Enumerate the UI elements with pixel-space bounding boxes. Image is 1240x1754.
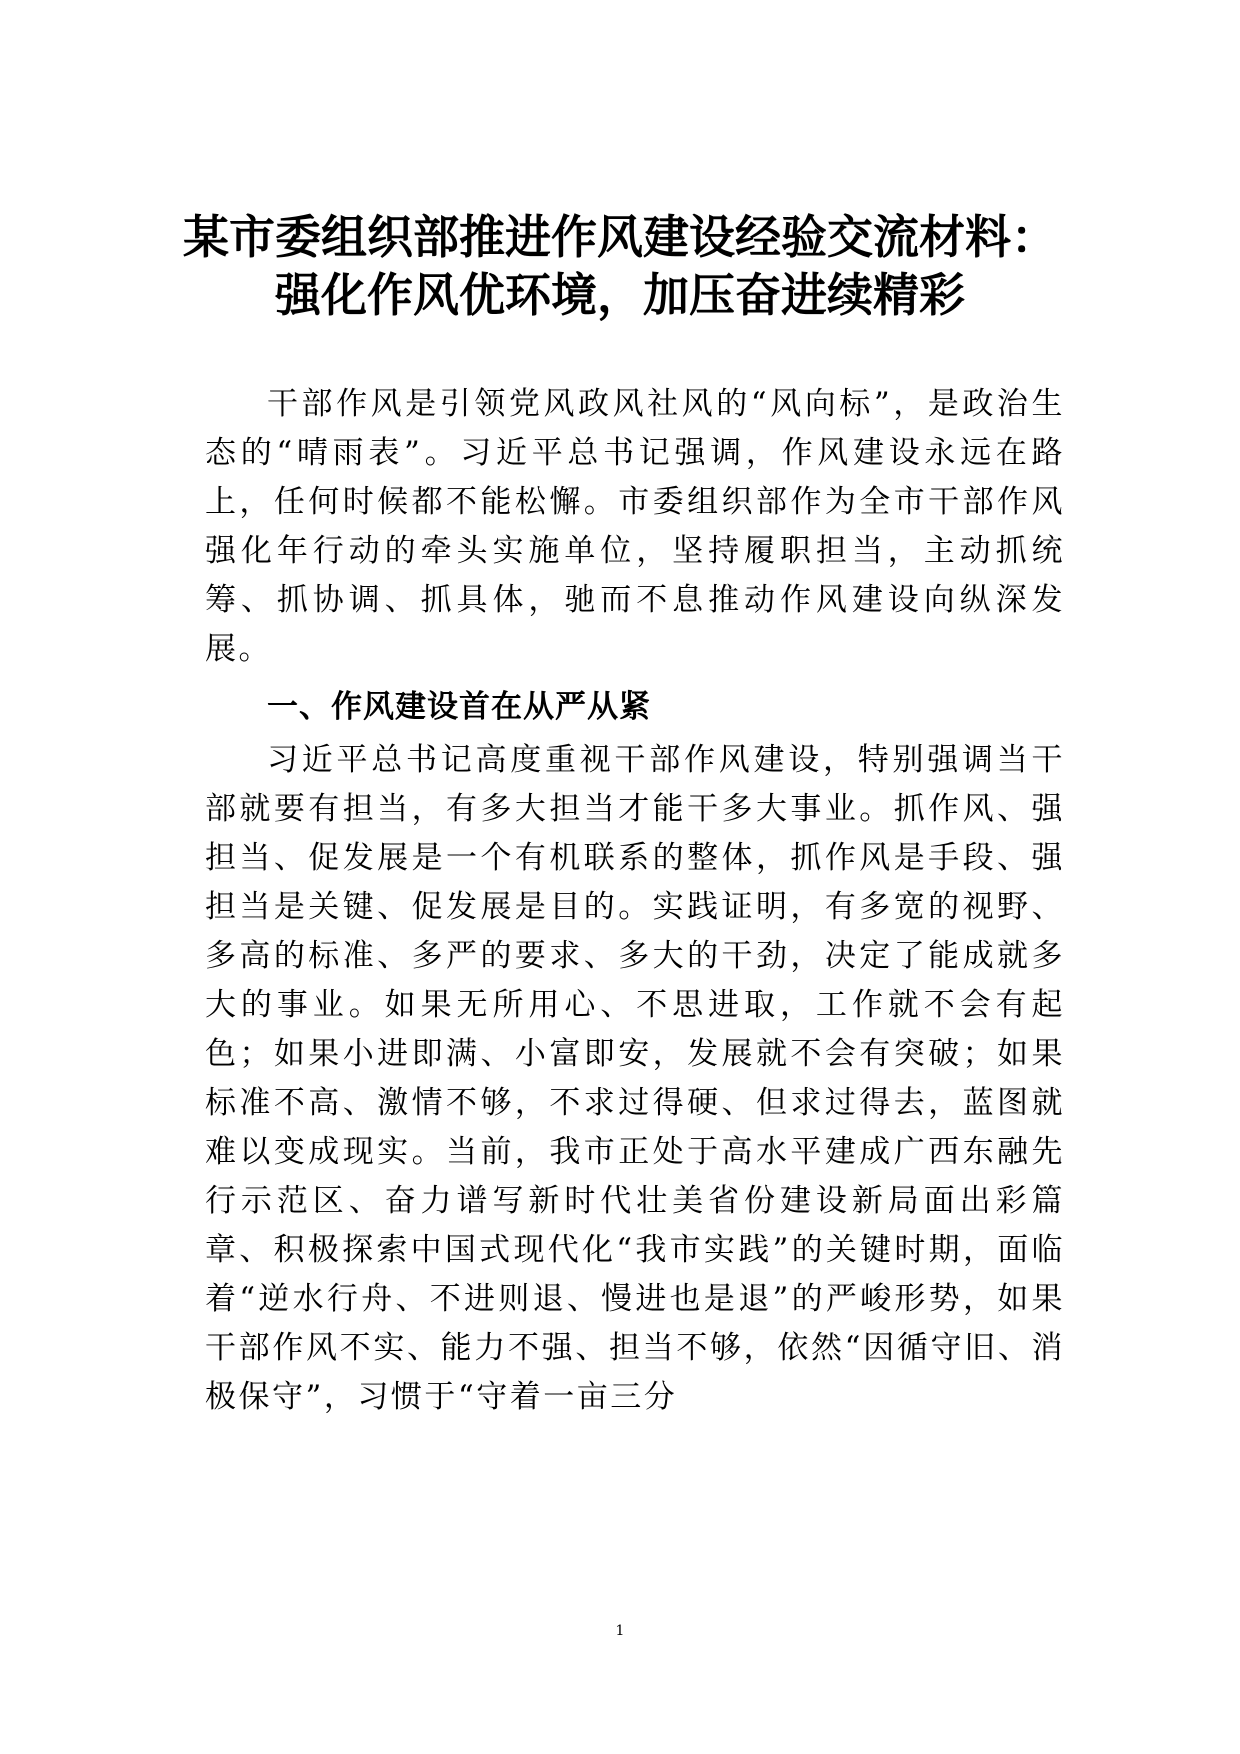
title-line-2: 强化作风优环境，加压奋进续精彩 [275, 268, 965, 322]
intro-paragraph: 干部作风是引领党风政风社风的“风向标”，是政治生态的“晴雨表”。习近平总书记强调，作风建设永远在路上，任何时候都不能松懈。市委组织部作为全市干部作风强化年行动的牵头实施单位，坚持履职担当，主动抓统筹、抓协调、抓具体，驰而不息推动作风建设向纵深发展。 [205, 386, 1065, 667]
document-title [100, 208, 1140, 324]
section-heading-1: 一、作风建设首在从严从紧 [267, 689, 651, 725]
section-1-paragraph: 习近平总书记高度重视干部作风建设，特别强调当干部就要有担当，有多大担当才能干多大事业。抓作风、强担当、促发展是一个有机联系的整体，抓作风是手段、强担当是关键、促发展是目的。实践证明，有多宽的视野、多高的标准、多严的要求、多大的干劲，决定了能成就多大的事业。如果无所用心、不思进取，工作就不会有起色；如果小进即满、小富即安，发展就不会有突破；如果标准不高、激情不够，不求过得硬、但求过得去，蓝图就难以变成现实。当前，我市正处于高水平建成广西东融先行示范区、奋力谱写新时代壮美省份建设新局面出彩篇章、积极探索中国式现代化“我市实践”的关键时期，面临着“逆水行舟、不进则退、慢进也是退”的严峻形势，如果干部作风不实、能力不强、担当不够，依然“因循守旧、消极保守”，习惯于“守着一亩三分 [205, 742, 1065, 1415]
document-body [205, 380, 1065, 1422]
page-number: 1 [615, 1623, 625, 1639]
title-line-1: 某市委组织部推进作风建设经验交流材料： [183, 210, 1057, 264]
